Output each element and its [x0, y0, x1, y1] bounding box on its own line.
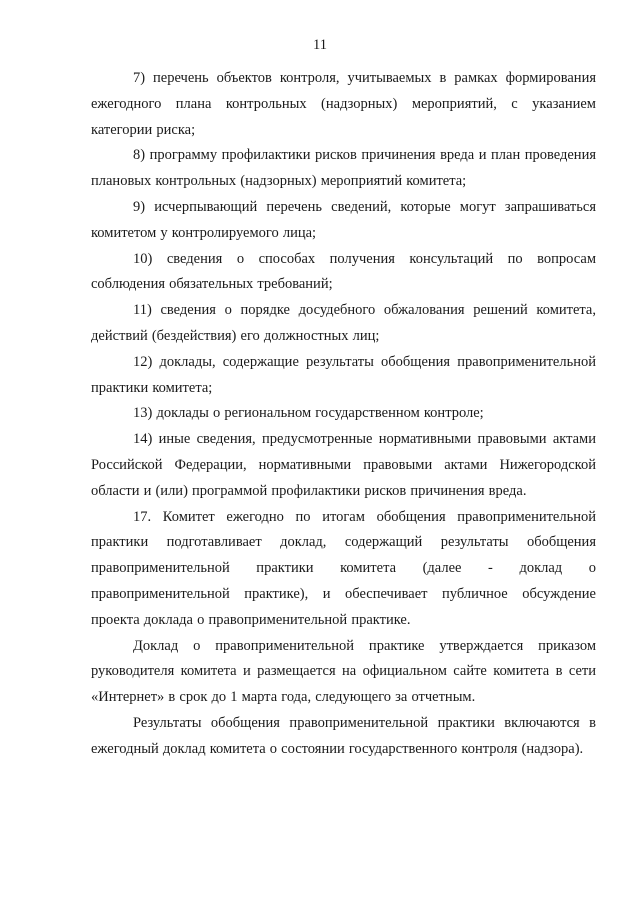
page-number: 11	[313, 37, 327, 53]
paragraph-report-results: Результаты обобщения правоприменительной практики включаются в ежегодный доклад комитета о состоянии государственного контроля (надзора).	[91, 714, 596, 757]
paragraph-item-9: 9) исчерпывающий перечень сведений, которые могут запрашиваться комитетом у контролируемого лица;	[91, 198, 596, 241]
paragraph-item-7: 7) перечень объектов контроля, учитываемых в рамках формирования ежегодного плана контрольных (надзорных) мероприятий, с указанием категории риска;	[91, 70, 596, 138]
paragraph-item-12: 12) доклады, содержащие результаты обобщения правоприменительной практики комитета;	[91, 353, 596, 396]
paragraph-item-13: 13) доклады о региональном государственном контроле;	[133, 405, 484, 422]
paragraph-item-11: 11) сведения о порядке досудебного обжалования решений комитета, действий (бездействия) его должностных лиц;	[91, 302, 596, 344]
paragraph-item-10: 10) сведения о способах получения консультаций по вопросам соблюдения обязательных требований;	[91, 250, 596, 293]
paragraph-section-17: 17. Комитет ежегодно по итогам обобщения правоприменительной практики подготавливает доклад, содержащий результаты обобщения правоприменительной практики комитета (далее - доклад о правоприменительной практике), и обеспечивает публичное обсуждение проекта доклада о правоприменительной практике.	[91, 508, 596, 628]
paragraph-item-8: 8) программу профилактики рисков причинения вреда и план проведения плановых контрольных (надзорных) мероприятий комитета;	[91, 147, 596, 190]
paragraph-report-approval: Доклад о правоприменительной практике утверждается приказом руководителя комитета и размещается на официальном сайте комитета в сети «Интернет» в срок до 1 марта года, следующего за отчетным.	[91, 637, 596, 706]
document-body	[91, 66, 596, 763]
paragraph-item-14: 14) иные сведения, предусмотренные нормативными правовыми актами Российской Федерации, нормативными правовыми актами Нижегородской области и (или) программой профилактики рисков причинения вреда.	[91, 431, 596, 499]
